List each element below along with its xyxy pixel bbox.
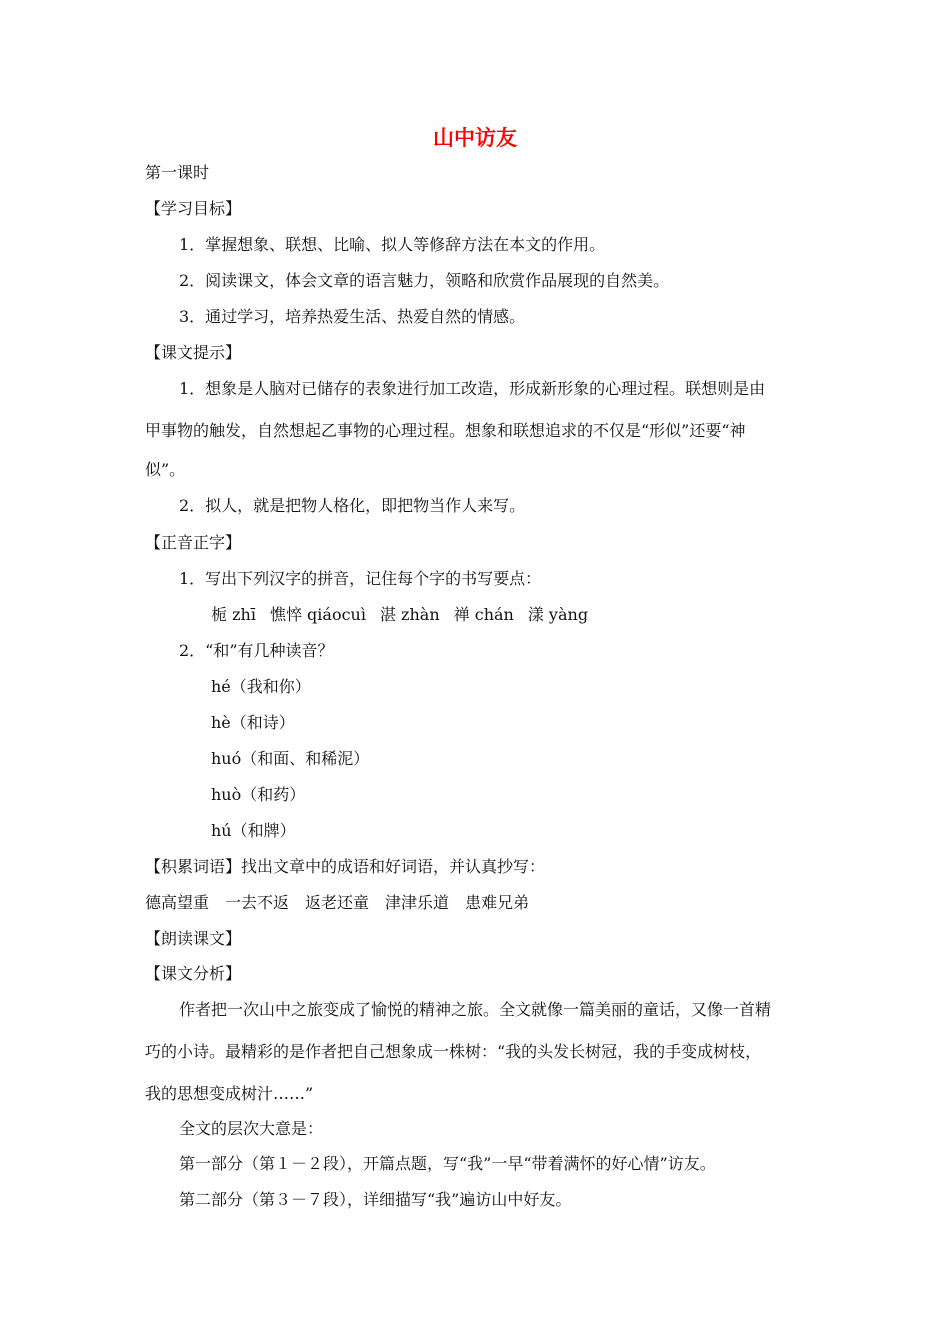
he-reading: huò（和药） (211, 785, 306, 804)
vocabulary-word: 德高望重 (145, 893, 210, 912)
hint-paragraph-line: 甲事物的触发，自然想起乙事物的心理过程。想象和联想追求的不仅是“形似”还要“神 (145, 421, 746, 440)
he-reading: huó（和面、和稀泥） (211, 749, 370, 768)
lesson-label: 第一课时 (145, 163, 210, 182)
structure-part: 第一部分（第１－２段），开篇点题，写“我”一早“带着满怀的好心情”访友。 (179, 1154, 716, 1173)
analysis-paragraph-line: 巧的小诗。最精彩的是作者把自己想象成一株树：“我的头发长树冠，我的手变成树枝， (145, 1042, 762, 1061)
he-reading: hé（我和你） (211, 677, 311, 696)
hints-heading: 【课文提示】 (145, 343, 242, 362)
pronunciation-word-list (211, 604, 588, 626)
goal-item: 2．阅读课文，体会文章的语言魅力，领略和欣赏作品展现的自然美。 (179, 271, 670, 290)
goals-heading: 【学习目标】 (145, 199, 242, 218)
pronunciation-word: 栀 zhī (211, 605, 256, 624)
page-title: 山中访友 (433, 125, 517, 150)
reading-heading: 【朗读课文】 (145, 929, 242, 948)
pronunciation-word: 禅 chán (453, 605, 514, 624)
vocabulary-word: 津津乐道 (385, 893, 450, 912)
goal-item: 1．掌握想象、联想、比喻、拟人等修辞方法在本文的作用。 (179, 235, 606, 254)
vocabulary-heading: 【积累词语】找出文章中的成语和好词语，并认真抄写： (145, 857, 546, 876)
pronunciation-word: 湛 zhàn (379, 605, 440, 624)
pronunciation-question: 1．写出下列汉字的拼音，记住每个字的书写要点： (179, 569, 542, 588)
vocabulary-word: 返老还童 (305, 893, 370, 912)
vocabulary-word: 患难兄弟 (465, 893, 530, 912)
structure-part: 第二部分（第３－７段），详细描写“我”遍访山中好友。 (179, 1190, 572, 1209)
vocabulary-word-list (145, 892, 529, 914)
structure-intro: 全文的层次大意是： (179, 1119, 324, 1138)
he-reading: hè（和诗） (211, 713, 295, 732)
vocabulary-word: 一去不返 (225, 893, 290, 912)
pronunciation-word: 憔悴 qiáocuì (269, 605, 366, 624)
analysis-paragraph-line: 我的思想变成树汁……” (145, 1084, 314, 1103)
analysis-paragraph-line: 作者把一次山中之旅变成了愉悦的精神之旅。全文就像一篇美丽的童话，又像一首精 (179, 1000, 772, 1019)
pronunciation-word: 漾 yàng (527, 605, 589, 624)
hint-item: 2．拟人，就是把物人格化，即把物当作人来写。 (179, 496, 526, 515)
pronunciation-question: 2．“和”有几种读音？ (179, 641, 334, 660)
goal-item: 3．通过学习，培养热爱生活、热爱自然的情感。 (179, 307, 526, 326)
he-reading: hú（和牌） (211, 821, 296, 840)
hint-paragraph-line: 似”。 (145, 460, 186, 479)
hint-paragraph-line: 1．想象是人脑对已储存的表象进行加工改造，形成新形象的心理过程。联想则是由 (179, 379, 766, 398)
pronunciation-heading: 【正音正字】 (145, 533, 242, 552)
analysis-heading: 【课文分析】 (145, 964, 242, 983)
